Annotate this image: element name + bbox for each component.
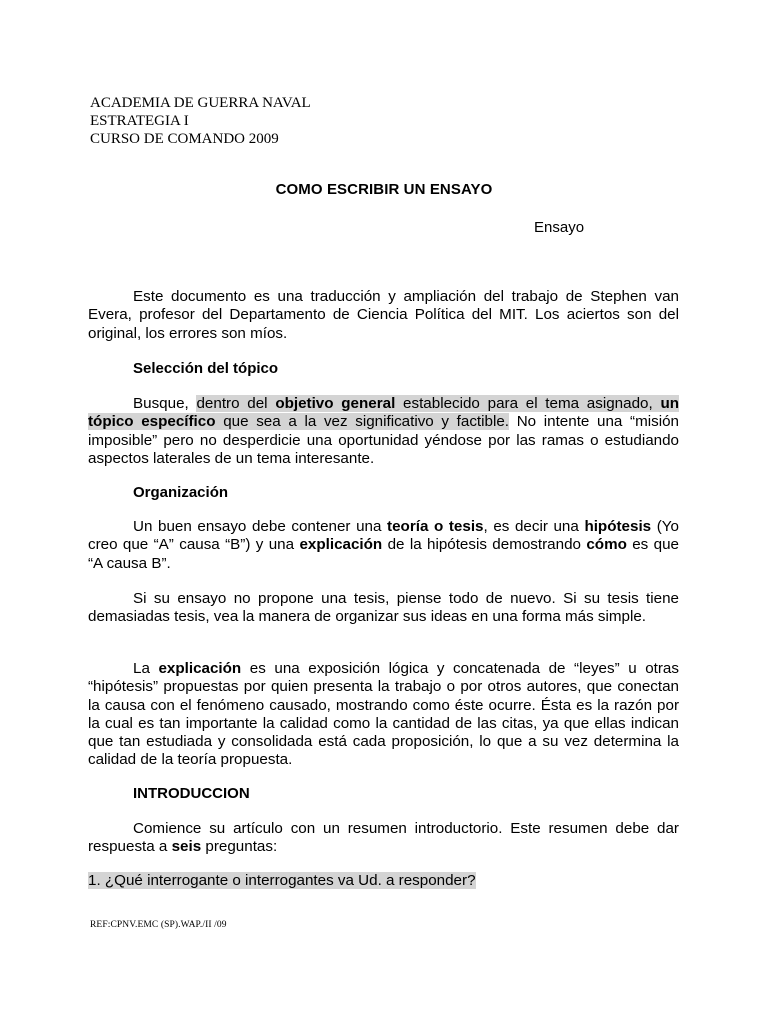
org-bold-theory: teoría o tesis <box>387 518 484 535</box>
org-p1-text-g: de la hipótesis demostrando <box>387 536 581 554</box>
org-paragraph-2 <box>88 590 679 627</box>
org-p3-text-a: La <box>133 660 150 677</box>
org-p1-text-c: , es decir una <box>483 518 579 535</box>
heading-topic-selection: Selección del tópico <box>133 360 279 377</box>
document-title: COMO ESCRIBIR UN ENSAYO <box>275 181 493 198</box>
topic-end: No intente una “misión imposible” pero no desperdicie una oportunidad yéndose por las ramas o estudiando aspectos laterales de un tema interesante. <box>88 413 679 467</box>
topic-hl-text-3: que sea a la vez significativo y factible. <box>223 413 510 431</box>
topic-paragraph <box>88 395 679 468</box>
introduction-bold-six: seis <box>171 838 202 856</box>
header-institution: ACADEMIA DE GUERRA NAVAL <box>90 95 311 111</box>
topic-bold-specific: un tópico específico <box>88 395 679 431</box>
introduction-text-c: preguntas: <box>205 838 278 856</box>
introduction-paragraph <box>88 820 679 857</box>
topic-hl-text-2: establecido para el tema asignado, <box>403 395 653 412</box>
question-item-1 <box>88 872 476 890</box>
header-course-name: CURSO DE COMANDO 2009 <box>90 131 279 147</box>
org-bold-how: cómo <box>586 536 627 554</box>
org-p1-text-e: (Yo creo que “A” causa “B”) y una <box>88 518 679 554</box>
org-bold-explanation: explicación <box>299 536 383 554</box>
document-footer-reference: REF:CPNV.EMC (SP).WAP./II /09 <box>90 920 227 930</box>
header-course-subject: ESTRATEGIA I <box>90 113 189 129</box>
org-bold-explanation-2: explicación <box>158 660 242 677</box>
org-p1-text-a: Un buen ensayo debe contener una <box>133 518 382 535</box>
topic-hl-text-1: dentro del <box>196 395 268 412</box>
org-paragraph-3 <box>88 660 679 770</box>
document-header <box>90 94 311 148</box>
org-p3-text-c: es una exposición lógica y concatenada de “leyes” u otras “hipótesis” propuestas por quien presenta la trabajo o por otros autores, que conectan la causa con el fenómeno causado, mostrando como éste ocurre. Ésta es la razón por la cual es tan importante la calidad como la cantidad de las citas, ya que ellas indican que tan estudiada y consolidada está cada proposición, lo que a su vez determina la calidad de la teoría propuesta. <box>88 660 679 769</box>
document-subtitle: Ensayo <box>534 219 585 236</box>
question-item-1-text: 1. ¿Qué interrogante o interrogantes va Ud. a responder? <box>88 872 476 889</box>
org-p2-text: Si su ensayo no propone una tesis, piense todo de nuevo. Si su tesis tiene demasiadas tesis, vea la manera de organizar sus ideas en una forma más simple. <box>88 590 679 626</box>
heading-introduction: INTRODUCCION <box>133 785 250 802</box>
org-p1-text-i: es que “A causa B”. <box>88 536 679 572</box>
topic-start: Busque, <box>133 395 189 412</box>
org-paragraph-1 <box>88 518 679 573</box>
topic-bold-objective: objetivo general <box>275 395 396 412</box>
heading-organization: Organización <box>133 484 229 501</box>
intro-text: Este documento es una traducción y ampliación del trabajo de Stephen van Evera, profesor del Departamento de Ciencia Política del MIT. Los aciertos son del original, los errores son míos. <box>88 288 679 342</box>
org-bold-hypothesis: hipótesis <box>584 518 652 535</box>
introduction-text-a: Comience su artículo con un resumen introductorio. Este resumen debe dar respuesta a <box>88 820 679 856</box>
intro-paragraph <box>88 288 679 343</box>
